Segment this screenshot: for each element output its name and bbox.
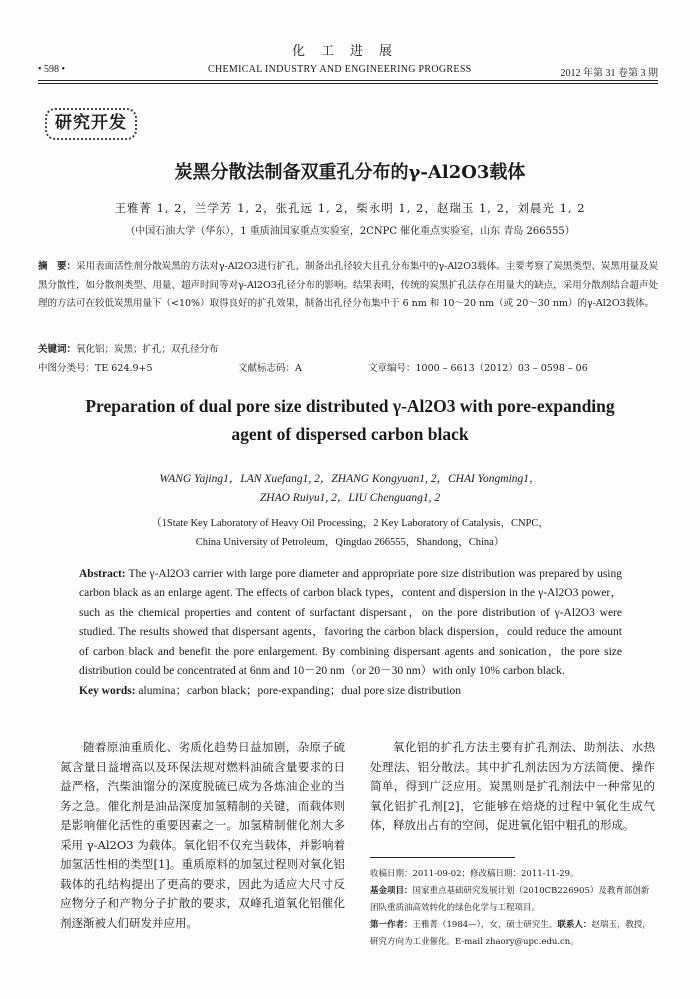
footnote-contact-label: 联系人： bbox=[557, 920, 592, 930]
footnote-dates: 收稿日期：2011-09-02；修改稿日期：2011-11-29。 bbox=[370, 869, 579, 879]
authors-en-line1: WANG Yajing1，LAN Xuefang1, 2，ZHANG Kongyuan1, 2，CHAI Yongming1， bbox=[159, 473, 541, 485]
keywords-en-label: Key words: bbox=[79, 685, 136, 698]
footnote-fund-label: 基金项目： bbox=[370, 886, 413, 896]
keywords-en-text: alumina；carbon black；pore-expanding；dual pore size distribution bbox=[138, 685, 461, 698]
keywords-cn-text: 氧化铝；炭黑；扩孔；双孔径分布 bbox=[76, 344, 219, 355]
affiliation-en bbox=[0, 514, 700, 552]
affiliation-en-line1: （1State Key Laboratory of Heavy Oil Processing，2 Key Laboratory of Catalysis，CNPC， bbox=[151, 518, 549, 529]
title-cn: 炭黑分散法制备双重孔分布的γ-Al2O3载体 bbox=[174, 162, 526, 183]
journal-title-en: CHEMICAL INDUSTRY AND ENGINEERING PROGRESS bbox=[208, 64, 472, 75]
footnote-author-label: 第一作者： bbox=[370, 920, 413, 930]
footnote-fund-text: 国家重点基础研究发展计划（2010CB226905）及教育部创新团队重质油高效转化的绿色化学与工程项目。 bbox=[370, 886, 650, 913]
clc-number: 中图分类号：TE 624.9+5 bbox=[38, 363, 153, 374]
title-en: Preparation of dual pore size distributed γ-Al2O3 with pore-expanding agent of dispersed carbon black bbox=[85, 396, 615, 444]
footnote-contact-text: 赵瑞玉，教授，研究方向为工业催化。E-mail zhaory@upc.edu.cn。 bbox=[370, 920, 651, 947]
header-rule-thin bbox=[38, 83, 658, 84]
footnote-author-text: 王雅菁（1984—），女，硕士研究生。 bbox=[412, 920, 558, 930]
issue-info: 2012 年第 31 卷第 3 期 bbox=[560, 68, 658, 79]
authors-en bbox=[0, 470, 700, 508]
abstract-en-label: Abstract: bbox=[79, 568, 126, 580]
footnote-fund bbox=[370, 883, 655, 917]
authors-cn: 王雅菁 1, 2，兰学芳 1, 2，张孔远 1, 2，柴永明 1, 2，赵瑞玉 1, 2，刘晨光 1, 2 bbox=[114, 201, 586, 215]
abstract-en-text: The γ-Al2O3 carrier with large pore diameter and appropriate pore size distribution was prepared by using carbon black as an enlarge agent. The effects of carbon black types，content and dispersion in the γ-Al2O3 power，such as the chemical properties and content of surfactant dispersant，on the pore distribution of γ-Al2O3 were studied. The results showed that dispersant agents，favoring the carbon black dispersion，could reduce the amount of carbon black and benefit the pore enlargement. By combining dispersant agents and sonication，the pore size distribution could be concentrated at 6nm and 10－20 nm（or 20－30 nm）with only 10% carbon black. bbox=[79, 568, 622, 678]
journal-title-cn: 化工进展 bbox=[291, 44, 408, 59]
keywords-cn-label: 关键词： bbox=[38, 344, 77, 355]
footnote-author bbox=[370, 917, 655, 951]
keywords-cn bbox=[38, 341, 658, 355]
footnote-rule bbox=[370, 857, 515, 858]
body-paragraph-left: 随着原油重质化、劣质化趋势日益加剧，杂原子硫氮含量日益增高以及环保法规对燃料油硫含量要求的日益严格，汽柴油馏分的深度脱硫已成为各炼油企业的当务之急。催化剂是油品深度加氢精制的关键，而载体则是影响催化活性的重要因素之一。加氢精制催化剂大多采用 γ-Al2O3 为载体。氧化铝不仅充当载体，并影响着加氢活性相的类型[1]。重质原料的加氢过程则对氧化铝载体的孔结构提出了更高的要求，因此为适应大尺寸反应物分子和产物分子扩散的要求，双峰孔道氧化铝催化剂逐渐被人们研发并应用。 bbox=[60, 740, 345, 930]
affiliation-cn: （中国石油大学（华东），1 重质油国家重点实验室，2CNPC 催化重点实验室，山东 青岛 266555） bbox=[125, 226, 575, 237]
authors-en-line2: ZHAO Ruiyu1, 2，LIU Chenguang1, 2 bbox=[259, 492, 441, 504]
doc-code: 文献标志码：A bbox=[238, 363, 302, 374]
keywords-en bbox=[79, 682, 622, 701]
section-badge: 研究开发 bbox=[45, 108, 137, 140]
abstract-cn-text: 采用表面活性剂分散炭黑的方法对γ-Al2O3进行扩孔，制备出孔径较大且孔分布集中的γ-Al2O3载体。主要考察了炭黑类型、炭黑用量及炭黑分散性，如分散剂类型、用量、超声时间等对γ-Al2O3孔径分布的影响。结果表明，传统的炭黑扩孔法存在用量大的缺点，采用分散剂结合超声处理的方法可在较低炭黑用量下（<10%）取得良好的扩孔效果，制备出孔径分布集中于 6 nm 和 10～20 nm（或 20～30 nm）的γ-Al2O3载体。 bbox=[38, 261, 658, 309]
abstract-cn bbox=[38, 258, 658, 314]
body-column-right bbox=[370, 738, 655, 836]
abstract-en bbox=[79, 565, 622, 702]
abstract-cn-label: 摘 要： bbox=[38, 261, 77, 272]
body-paragraph-right: 氧化铝的扩孔方法主要有扩孔剂法、助剂法、水热处理法、铝分散法。其中扩孔剂法因为方法简便、操作简单，得到广泛应用。炭黑则是扩孔剂法中一种常见的氧化铝扩孔剂[2]，它能够在焙烧的过程中氧化生成气体，释放出占有的空间，促进氧化铝中粗孔的形成。 bbox=[370, 740, 655, 832]
header-rule bbox=[38, 80, 658, 81]
footnote bbox=[370, 866, 655, 951]
article-number: 文章编号：1000 – 6613（2012）03 – 0598 – 06 bbox=[368, 363, 588, 374]
page-number: • 598 • bbox=[38, 64, 66, 75]
body-column-left bbox=[60, 738, 345, 933]
affiliation-en-line2: China University of Petroleum，Qingdao 266555，Shandong，China） bbox=[195, 537, 505, 548]
